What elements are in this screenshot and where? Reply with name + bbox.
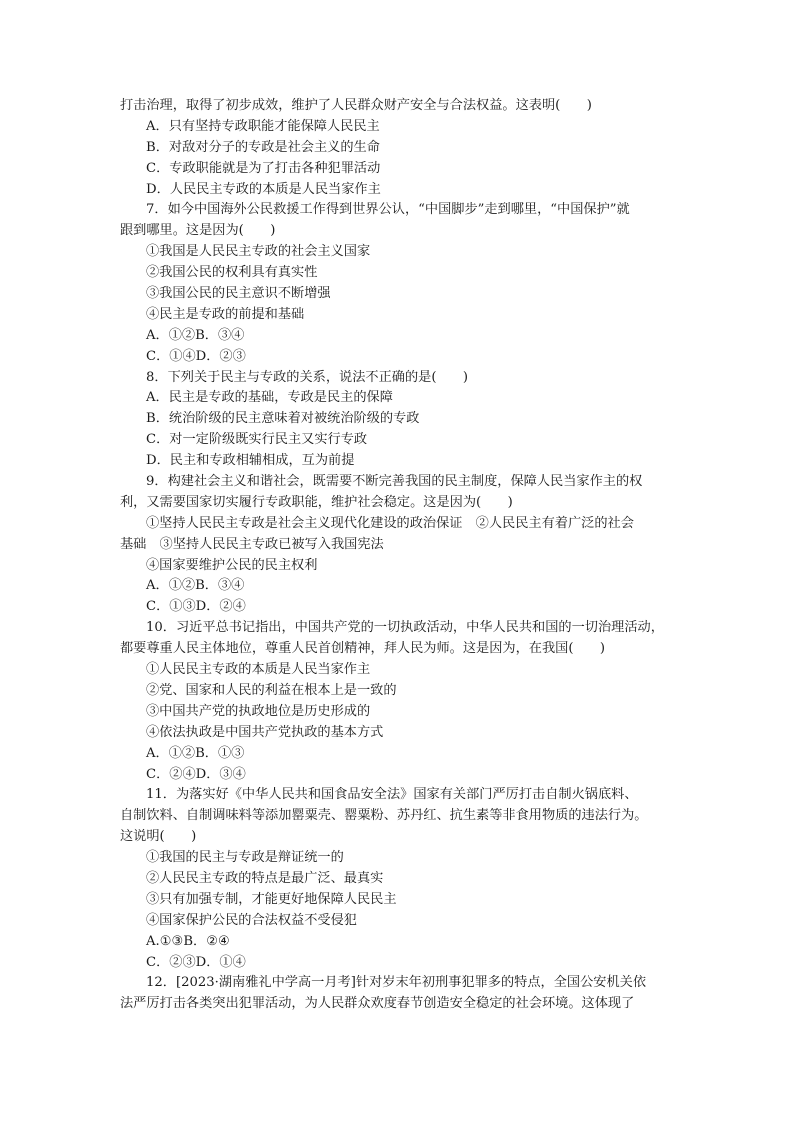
text-line: C．对一定阶级既实行民主又实行专政 — [146, 432, 368, 448]
text-line: A．只有坚持专政职能才能保障人民民主 — [146, 118, 380, 134]
text-line: 8．下列关于民主与专政的关系，说法不正确的是( ) — [146, 369, 468, 385]
text-line: C．①③D．②④ — [146, 599, 246, 615]
text-line: 11．为落实好《中华人民共和国食品安全法》国家有关部门严厉打击自制火锅底料、 — [146, 787, 638, 803]
text-line: ③只有加强专制，才能更好地保障人民民主 — [146, 891, 397, 907]
text-line: ②我国公民的权利具有真实性 — [146, 265, 318, 281]
text-line: A.①③B．②④ — [146, 933, 230, 949]
text-line: A．①②B．①③ — [146, 745, 245, 761]
text-line: A．①②B．③④ — [146, 327, 245, 343]
text-line: 7．如今中国海外公民救援工作得到世界公认，“中国脚步”走到哪里，“中国保护”就 — [146, 202, 630, 218]
text-line: ①我国的民主与专政是辩证统一的 — [146, 850, 344, 866]
text-line: ④国家保护公民的合法权益不受侵犯 — [146, 912, 357, 928]
text-line: B．统治阶级的民主意味着对被统治阶级的专政 — [146, 411, 420, 427]
text-line: C．①④D．②③ — [146, 348, 246, 364]
text-line: A．民主是专政的基础，专政是民主的保障 — [146, 390, 393, 406]
text-line: 跟到哪里。这是因为( ) — [120, 223, 276, 239]
text-line: ④依法执政是中国共产党执政的基本方式 — [146, 724, 384, 740]
text-line: C．②③D．①④ — [146, 954, 246, 970]
text-line: ②人民民主专政的特点是最广泛、最真实 — [146, 870, 384, 886]
text-line: ③中国共产党的执政地位是历史形成的 — [146, 703, 371, 719]
text-line: 利，又需要国家切实履行专政职能，维护社会稳定。这是因为( ) — [120, 494, 513, 510]
text-line: ③我国公民的民主意识不断增强 — [146, 286, 331, 302]
text-line: B．对敌对分子的专政是社会主义的生命 — [146, 139, 380, 155]
text-line: D．民主和专政相辅相成，互为前提 — [146, 453, 355, 469]
text-line: 自制饮料、自制调味料等添加罂粟壳、罂粟粉、苏丹红、抗生素等非食用物质的违法行为。 — [120, 808, 648, 824]
text-line: ①坚持人民民主专政是社会主义现代化建设的政治保证 ②人民民主有着广泛的社会 — [146, 515, 634, 531]
text-line: 12．[2023·湖南雅礼中学高一月考]针对岁末年初刑事犯罪多的特点，全国公安机关依 — [146, 975, 647, 991]
text-line: ②党、国家和人民的利益在根本上是一致的 — [146, 682, 397, 698]
text-line: ④民主是专政的前提和基础 — [146, 306, 305, 322]
text-line: ①人民民主专政的本质是人民当家作主 — [146, 662, 371, 678]
text-line: C．专政职能就是为了打击各种犯罪活动 — [146, 160, 381, 176]
text-line: 打击治理，取得了初步成效，维护了人民群众财产安全与合法权益。这表明( ) — [120, 98, 592, 113]
text-line: D．人民民主专政的本质是人民当家作主 — [146, 181, 381, 197]
text-line: 9．构建社会主义和谐社会，既需要不断完善我国的民主制度，保障人民当家作主的权 — [146, 474, 643, 490]
text-line: ④国家要维护公民的民主权利 — [146, 557, 318, 573]
text-line: 10．习近平总书记指出，中国共产党的一切执政活动，中华人民共和国的一切治理活动， — [146, 620, 664, 636]
page-content — [120, 96, 680, 1015]
text-line: 法严厉打击各类突出犯罪活动，为人民群众欢度春节创造安全稳定的社会环境。这体现了 — [120, 996, 635, 1012]
text-line: A．①②B．③④ — [146, 578, 245, 594]
text-line: 基础 ③坚持人民民主专政已被写入我国宪法 — [120, 536, 384, 552]
text-line: C．②④D．③④ — [146, 766, 246, 782]
text-line: 这说明( ) — [120, 829, 197, 845]
text-line: ①我国是人民民主专政的社会主义国家 — [146, 244, 371, 260]
text-line: 都要尊重人民主体地位，尊重人民首创精神，拜人民为师。这是因为，在我国( ) — [120, 641, 606, 657]
